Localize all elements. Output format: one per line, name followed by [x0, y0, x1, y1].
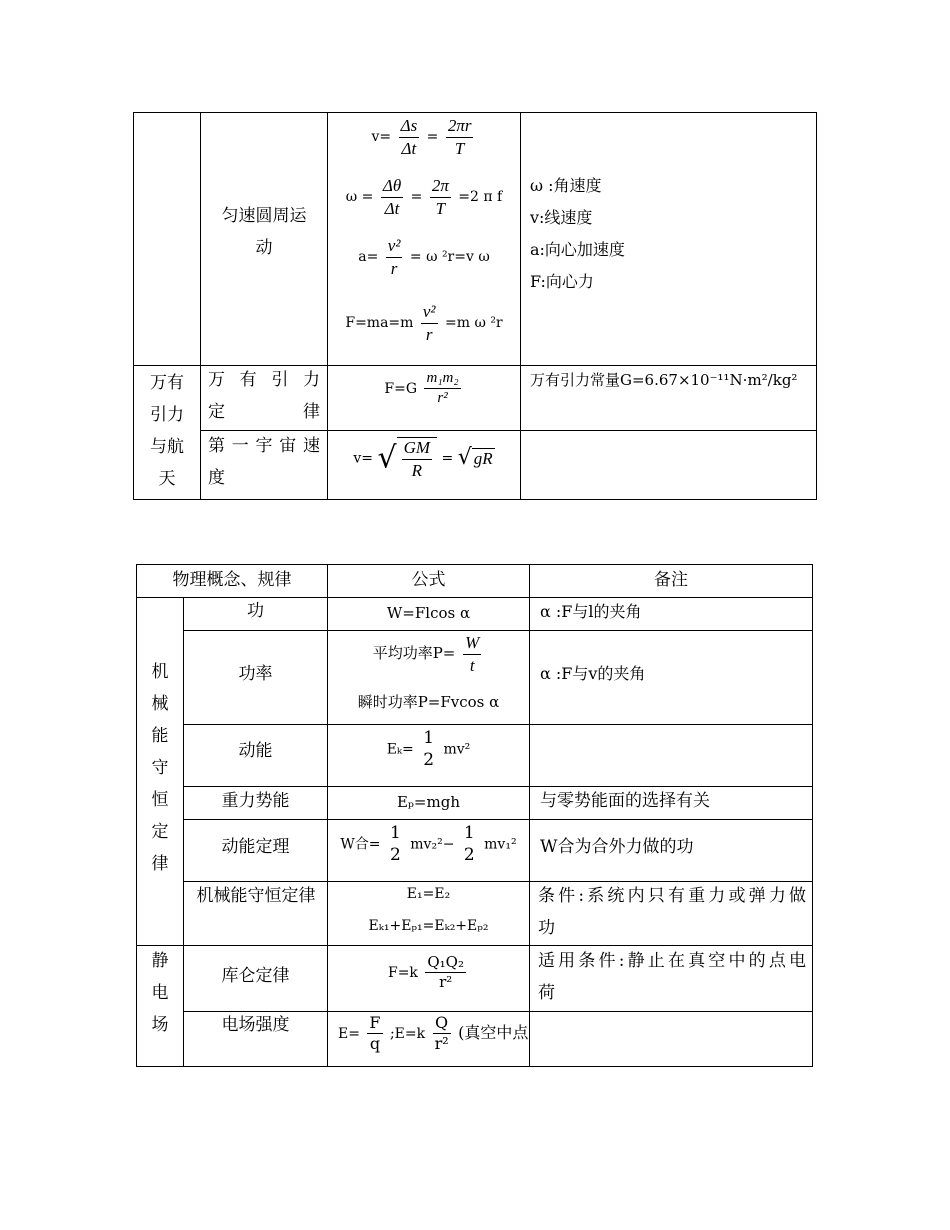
concept-uniform-circular-motion: 匀速圆周运动 — [221, 206, 307, 258]
note-potential-energy: 与零势能面的选择有关 — [540, 791, 710, 811]
formula-energy-conservation: E₁=E₂ Eₖ₁+Eₚ₁=Eₖ₂+Eₚ₂ — [368, 886, 489, 934]
header-formula: 公式 — [411, 570, 446, 590]
formula-linear-velocity: v= $\frac{\Delta s}{\Delta t}$ = $\frac{2\pi r}{T}$ — [371, 116, 472, 158]
group-electrostatic-field: 静 电 场 — [151, 951, 169, 1035]
formula-cell-circular — [328, 112, 520, 365]
note-angular-velocity: ω :角速度 — [530, 176, 602, 195]
concept-electric-field: 电场强度 — [221, 1015, 290, 1035]
note-centripetal-acceleration: a:向心加速度 — [530, 240, 625, 259]
note-linear-velocity: v:线速度 — [530, 208, 593, 227]
note-centripetal-force: F:向心力 — [530, 272, 594, 291]
notes-circular-motion — [530, 170, 810, 298]
concept-work: 功 — [247, 601, 264, 621]
note-gravitational-constant: 万有引力常量G=6.67×10⁻¹¹N·m²/kg² — [530, 371, 798, 389]
group-mechanical-energy: 机 械 能 守 恒 定 律 — [151, 662, 169, 874]
note-work: α :F与l的夹角 — [540, 602, 642, 621]
formula-centripetal-force: F=ma=m $\frac{\text{v²}}{r}$ =m ω ²r — [345, 302, 503, 344]
formula-coulombs-law: F=k $\frac{\text{Q₁Q₂}}{\text{r²}}$ — [387, 953, 464, 992]
concept-work-energy-theorem: 动能定理 — [221, 837, 290, 857]
group-gravitation: 万有 引力 与航 天 — [150, 373, 184, 489]
note-power: α :F与v的夹角 — [540, 664, 646, 683]
formula-work-energy-theorem: W合= 1 2 mv₂²− 1 2 mv₁² — [340, 823, 517, 865]
header-note: 备注 — [654, 570, 688, 590]
concept-potential-energy: 重力势能 — [221, 791, 290, 811]
formula-work: W=Flcos α — [386, 604, 471, 622]
formula-kinetic-energy: Eₖ= 1 2 mv² — [386, 728, 471, 770]
concept-power: 功率 — [238, 664, 273, 684]
concept-coulombs-law: 库仑定律 — [221, 966, 290, 986]
note-work-energy-theorem: W合为合外力做的功 — [540, 837, 694, 857]
formula-centripetal-acceleration: a= $\frac{\text{v²}}{r}$ = ω ²r=v ω — [358, 236, 490, 278]
concept-energy-conservation: 机械能守恒定律 — [196, 886, 316, 906]
formula-potential-energy: Eₚ=mgh — [396, 793, 460, 811]
concept-kinetic-energy: 动能 — [238, 741, 273, 761]
header-concept: 物理概念、规律 — [172, 570, 292, 590]
sqrt-icon: √ $\frac{GM}{R}$ — [377, 437, 437, 480]
note-coulombs-law: 适用条件:静止在真空中的点电 荷 — [538, 951, 806, 1003]
formula-angular-velocity: ω = $\frac{\Delta\theta}{\Delta t}$ = $\frac{2\pi}{T}$ =2 π f — [345, 176, 503, 218]
note-energy-conservation: 条件:系统内只有重力或弹力做 功 — [538, 886, 806, 938]
formula-electric-field: E= $\frac{F}{q}$ ;E=k $\frac{Q}{\text{r²}}$ (真空中点 — [338, 1013, 529, 1054]
formula-law-of-gravitation: F=G $\frac{\text{m₁m₂}}{\text{r²}}$ — [384, 370, 459, 407]
formula-first-cosmic-velocity: v= √ $\frac{GM}{R}$ = √ gR — [353, 438, 493, 480]
concept-first-cosmic-velocity: 第一宇宙速 度 — [208, 436, 320, 488]
formula-power: 平均功率P= $\frac{W}{t}$ 瞬时功率P=Fvcos α — [357, 633, 500, 711]
concept-law-of-gravitation: 万有引力 定律 — [208, 370, 320, 422]
